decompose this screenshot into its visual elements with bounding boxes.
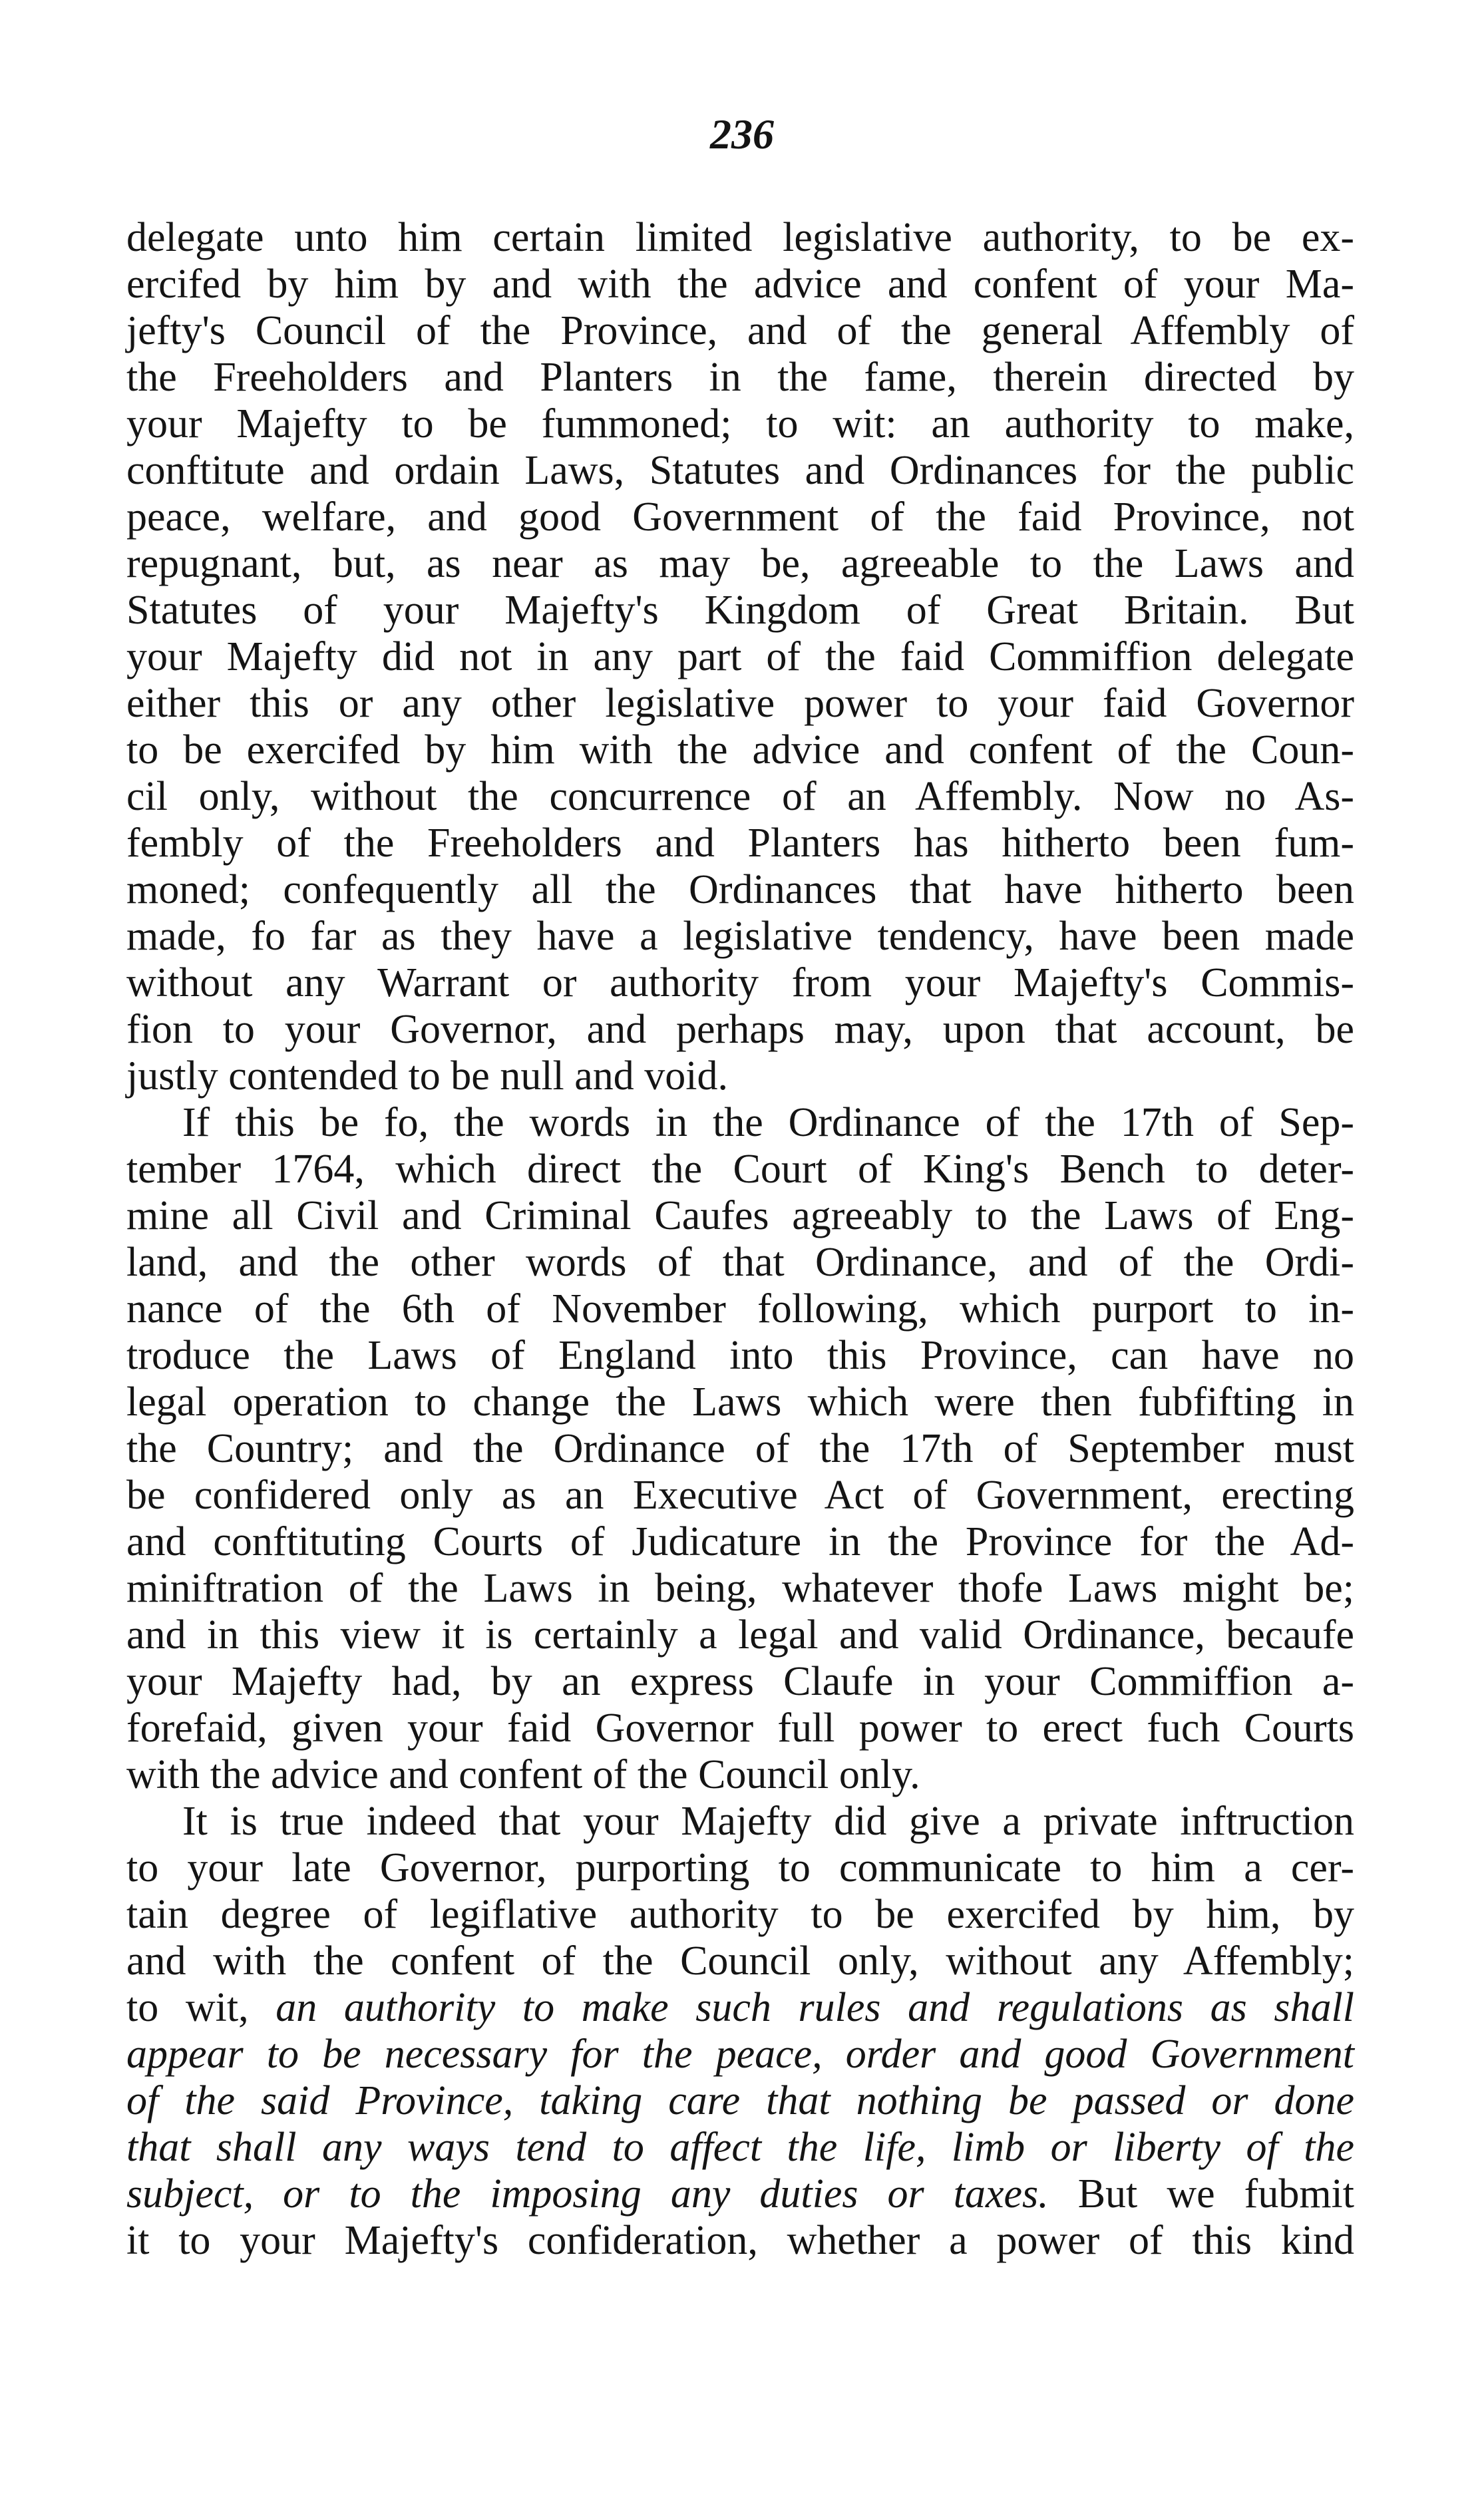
text-line: made, fo far as they have a legislative tendency, have been made — [126, 914, 1354, 959]
text-line: without any Warrant or authority from your Majefty's Commis- — [126, 960, 1354, 1005]
text-line: with the advice and confent of the Council only. — [126, 1752, 920, 1797]
text-line: If this be fo, the words in the Ordinance of the 17th of Sep- — [182, 1100, 1354, 1145]
text-line: tember 1764, which direct the Court of King's Bench to deter- — [126, 1147, 1354, 1192]
text-line: land, and the other words of that Ordinance, and of the Ordi- — [126, 1240, 1354, 1285]
text-line: your Majefty did not in any part of the faid Commiffion delegate — [126, 634, 1354, 679]
text-line: fembly of the Freeholders and Planters has hitherto been fum- — [126, 820, 1354, 866]
text-line: and with the confent of the Council only, without any Affembly; — [126, 1938, 1354, 1984]
text-line: moned; confequently all the Ordinances that have hitherto been — [126, 867, 1354, 912]
italic-text: appear to be necessary for the peace, order and good Government — [126, 2032, 1354, 2077]
page-number: 236 — [710, 110, 774, 158]
text-line: your Majefty to be fummoned; to wit: an authority to make, — [126, 401, 1354, 447]
text-line: tain degree of legiflative authority to be exercifed by him, by — [126, 1892, 1354, 1937]
italic-text: an authority to make such rules and regulations as shall — [276, 1985, 1354, 2030]
text-line: ercifed by him by and with the advice and confent of your Ma- — [126, 262, 1354, 307]
text-line: your Majefty had, by an express Claufe in your Commiffion a- — [126, 1659, 1354, 1704]
italic-text: of the said Province, taking care that nothing be passed or done — [126, 2078, 1354, 2123]
text-run: to wit, — [126, 1985, 276, 2030]
text-line: to be exercifed by him with the advice and confent of the Coun- — [126, 727, 1354, 773]
text-line: legal operation to change the Laws which were then fubfifting in — [126, 1379, 1354, 1425]
text-line: to your late Governor, purporting to communicate to him a cer- — [126, 1845, 1354, 1890]
text-line: justly contended to be null and void. — [126, 1053, 729, 1099]
text-line: and in this view it is certainly a legal and valid Ordinance, becaufe — [126, 1612, 1354, 1658]
text-line: conftitute and ordain Laws, Statutes and Ordinances for the public — [126, 448, 1354, 493]
text-line — [126, 2031, 1354, 2077]
text-line: repugnant, but, as near as may be, agreeable to the Laws and — [126, 541, 1354, 586]
text-line: troduce the Laws of England into this Province, can have no — [126, 1333, 1354, 1378]
italic-text: that shall any ways tend to affect the life, limb or liberty of the — [126, 2125, 1354, 2170]
text-line: Statutes of your Majefty's Kingdom of Great Britain. But — [126, 588, 1354, 633]
italic-text: subject, or to the imposing any duties or taxes. — [126, 2171, 1049, 2217]
text-run: But we fubmit — [1048, 2171, 1354, 2217]
text-line: cil only, without the concurrence of an Affembly. Now no As- — [126, 774, 1354, 819]
text-line — [126, 2171, 1354, 2217]
text-line: forefaid, given your faid Governor full power to erect fuch Courts — [126, 1705, 1354, 1751]
text-line: miniftration of the Laws in being, whatever thofe Laws might be; — [126, 1566, 1354, 1611]
text-line: fion to your Governor, and perhaps may, upon that account, be — [126, 1007, 1354, 1052]
text-line: It is true indeed that your Majefty did give a private inftruction — [182, 1799, 1354, 1844]
text-line — [126, 2077, 1354, 2124]
text-line: it to your Majefty's confideration, whether a power of this kind — [126, 2218, 1354, 2263]
text-line: peace, welfare, and good Government of the faid Province, not — [126, 494, 1354, 540]
text-line: jefty's Council of the Province, and of the general Affembly of — [126, 308, 1354, 353]
text-line: mine all Civil and Criminal Caufes agreeably to the Laws of Eng- — [126, 1193, 1354, 1238]
text-line — [126, 1984, 1354, 2031]
text-line — [126, 2124, 1354, 2171]
text-line: nance of the 6th of November following, which purport to in- — [126, 1286, 1354, 1332]
text-line: either this or any other legislative power to your faid Governor — [126, 681, 1354, 726]
text-line: delegate unto him certain limited legislative authority, to be ex- — [126, 215, 1354, 260]
body-text — [126, 214, 1354, 2264]
text-line: and conftituting Courts of Judicature in the Province for the Ad- — [126, 1519, 1354, 1564]
text-line: be confidered only as an Executive Act of Government, erecting — [126, 1473, 1354, 1518]
text-line: the Freeholders and Planters in the fame, therein directed by — [126, 355, 1354, 400]
text-line: the Country; and the Ordinance of the 17th of September must — [126, 1426, 1354, 1471]
